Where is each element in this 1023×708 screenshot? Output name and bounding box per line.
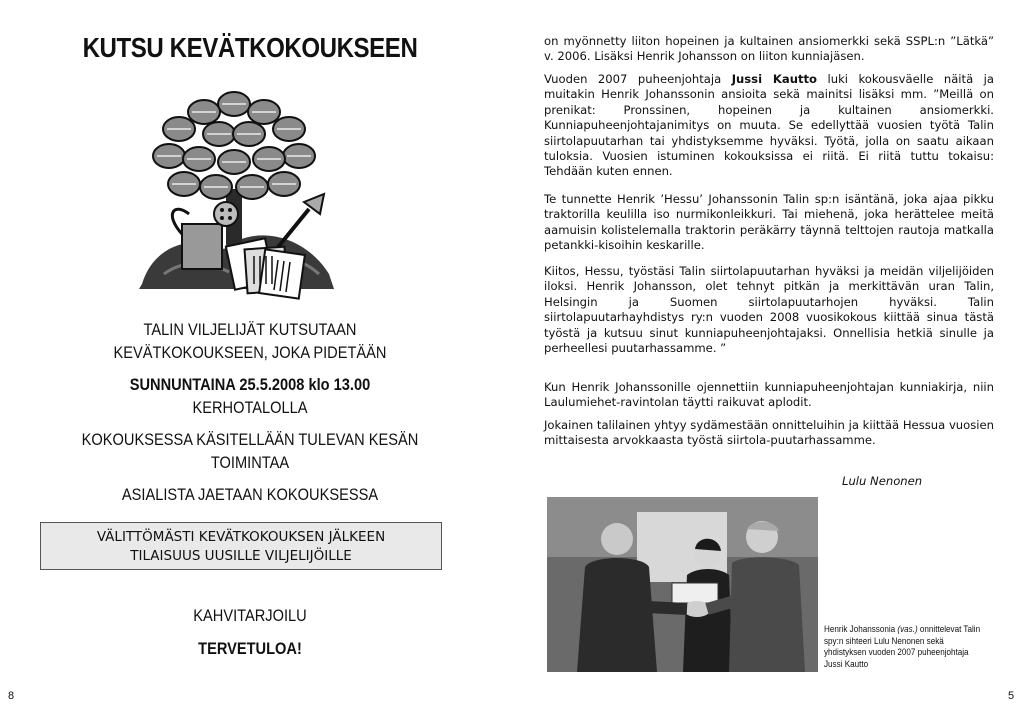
- chairman-name: Jussi Kautto: [731, 72, 818, 86]
- garden-tree-icon: [134, 84, 344, 304]
- caption-text-rest: onnittelevat Talin spy:n sihteeri Lulu Nenonen sekä yhdistyksen vuoden 2007 puheenjohtaja Jussi Kautto: [824, 624, 981, 669]
- award-photo: [547, 497, 818, 672]
- paragraph-text: Kun Henrik Johanssonille ojennettiin kunniapuheenjohtajan kunniakirja, niin Laulumiehet-ravintolan täytti raikuvat aplodit.: [544, 380, 994, 410]
- paragraph-text: Kiitos, Hessu, työstäsi Talin siirtolapuutarhan hyväksi ja meidän viljelijöiden iloksi. Henrik Johansson, olet tehnyt pitkän ja merkittävän uran Talin, Helsingin ja Suomen siirtolapuutarhojen hyväksi. Talin siirtolapuutarhayhdistys ry:n vuoden 2008 vuosikokous kiittää sinua tästä työstä ja kutsuu sinut kunniapuheenjohtajaksi. Onnellisia hetkiä sinulle ja perheellesi puutarhassamme. ”: [544, 264, 994, 356]
- page-title: KUTSU KEVÄTKOKOUKSEEN: [82, 32, 418, 63]
- article-paragraph-6: [544, 418, 994, 449]
- caption-text-italic: (vas.): [897, 624, 918, 634]
- notice-line-2: TILAISUUS UUSILLE VILJELIJÖILLE: [130, 548, 352, 564]
- invite-line-2: KEVÄTKOKOUKSEEN, JOKA PIDETÄÄN: [113, 343, 387, 362]
- page-number-left: 8: [8, 690, 15, 702]
- topic-line-1: KOKOUKSESSA KÄSITELLÄÄN TULEVAN KESÄN: [81, 430, 419, 449]
- notice-line-1: VÄLITTÖMÄSTI KEVÄTKOKOUKSEN JÄLKEEN: [96, 529, 386, 545]
- topic-line-2: TOIMINTAA: [210, 453, 290, 472]
- article-paragraph-1: [544, 34, 994, 65]
- paragraph-text-start: Vuoden 2007 puheenjohtaja: [544, 72, 732, 86]
- date-line: SUNNUNTAINA 25.5.2008 klo 13.00: [129, 375, 371, 394]
- agenda-line: ASIALISTA JAETAAN KOKOUKSESSA: [121, 485, 379, 504]
- paragraph-text: Jokainen talilainen yhtyy sydämestään onnitteluihin ja kiittää Hessua vuosien mittaisesta arvokkaasta työstä siirtola-puutarhassamme.: [544, 418, 994, 448]
- paragraph-text-rest: luki kokousväelle näitä ja muitakin Henrik Johanssonin ansioita sekä mainitsi lisäksi mm. ”Meillä on prenikat: Pronssinen, hopeinen ja kultainen ansiomerkki. Kunniapuheenjohtajanimitys on muuta. Se edellyttää vuosien työtä Talin siirtolapuutarhan tai yhdistyksemme hyväksi. Työtä, jolla on saatu aikaan tuloksia. Vuosien istuminen kokouksissa ei riitä. Ei riitä tuttu tokaisu: Tehdään kuten ennen.: [544, 72, 994, 179]
- page-number-right: 5: [1008, 690, 1015, 702]
- article-author: Lulu Nenonen: [842, 474, 923, 488]
- new-members-notice-box: [40, 522, 442, 570]
- coffee-line: KAHVITARJOILU: [193, 606, 307, 625]
- invite-line-1: TALIN VILJELIJÄT KUTSUTAAN: [143, 320, 357, 339]
- article-paragraph-4: [544, 264, 994, 356]
- article-paragraph-2: [544, 72, 994, 180]
- article-paragraph-3: [544, 192, 994, 254]
- place-line: KERHOTALOLLA: [192, 398, 308, 417]
- paragraph-text: Te tunnette Henrik ’Hessu’ Johanssonin Talin sp:n isäntänä, joka ajaa pikku traktorilla keulilla iso nurmikonleikkuri. Tai miehenä, joka herättelee meitä aamuisin kolistelemalla traktorin peräkärry täynnä telttojen rautoja matkalla petankki-kisoihin keskarille.: [544, 192, 994, 253]
- caption-text-start: Henrik Johanssonia: [824, 624, 898, 634]
- paragraph-text: on myönnetty liiton hopeinen ja kultainen ansiomerkki sekä SSPL:n ”Lätkä” v. 2006. Lisäksi Henrik Johansson on liiton kunniajäsen.: [544, 34, 994, 64]
- left-page: [0, 0, 510, 708]
- photo-caption: [824, 624, 986, 670]
- paragraph-text: [544, 72, 994, 180]
- welcome-line: TERVETULOA!: [198, 639, 302, 658]
- article-paragraph-5: [544, 380, 994, 411]
